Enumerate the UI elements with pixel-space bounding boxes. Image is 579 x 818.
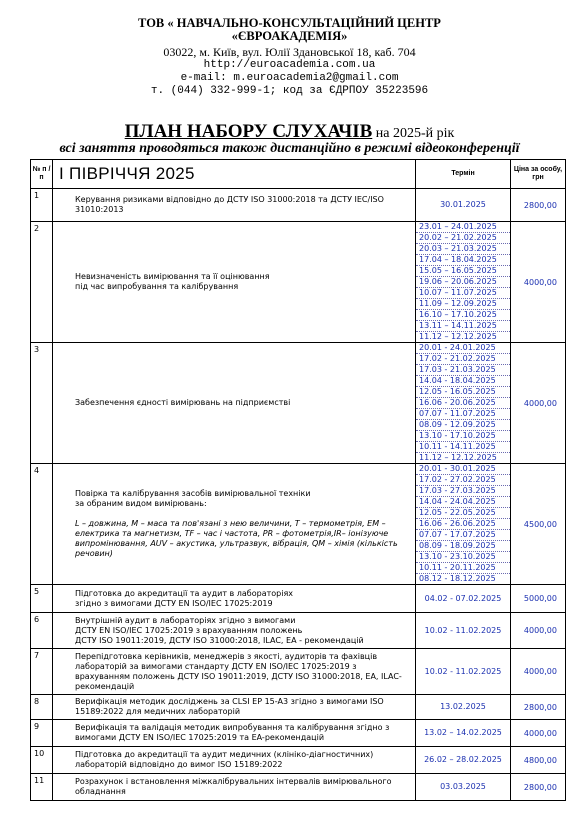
table-row (31, 695, 566, 720)
course-name (53, 695, 416, 720)
course-dates: 30.01.2025 (416, 189, 511, 222)
course-dates: 26.02 – 28.02.2025 (416, 747, 511, 774)
row-number: 5 (31, 585, 53, 613)
course-price: 4000,00 (511, 343, 566, 464)
course-title: Підготовка до акредитації та аудит медичних (клініко-діагностичних) лабораторій відповідно до вимог ISO 15189:2022 (75, 750, 374, 769)
date-range: 08.12 - 18.12.2025 (419, 574, 496, 583)
date-range: 11.12 – 12.12.2025 (419, 453, 497, 462)
date-range: 08.09 - 12.09.2025 (416, 420, 510, 431)
table-header-row (31, 160, 566, 189)
date-range: 13.11 – 14.11.2025 (416, 321, 510, 332)
course-name (53, 720, 416, 747)
date-range: 17.03 - 27.03.2025 (416, 486, 510, 497)
org-name (0, 17, 579, 43)
course-price: 4500,00 (511, 464, 566, 585)
row-number: 7 (31, 649, 53, 695)
org-website[interactable]: http://euroacademia.com.ua (203, 59, 376, 71)
date-range: 17.02 - 21.02.2025 (416, 354, 510, 365)
table-row (31, 189, 566, 222)
table-row (31, 222, 566, 343)
course-price: 4000,00 (511, 222, 566, 343)
row-number: 8 (31, 695, 53, 720)
date-range: 12.05 - 16.05.2025 (416, 387, 510, 398)
date-range: 16.10 – 17.10.2025 (416, 310, 510, 321)
plan-title-year: на 2025-й рік (372, 126, 455, 141)
date-range: 16.06 - 26.06.2025 (416, 519, 510, 530)
course-title: Невизначеність вимірювання та її оцінювання під час випробування та калібрування (75, 272, 270, 291)
col-num-header: № п /п (31, 160, 53, 189)
course-title: Підготовка до акредитації та аудит в лабораторіях згідно з вимогами ДСТУ EN ISO/IEC 17025:2019 (75, 588, 294, 608)
date-range: 11.12 – 12.12.2025 (419, 332, 497, 341)
date-range: 08.09 - 18.09.2025 (416, 541, 510, 552)
date-range: 12.05 - 22.05.2025 (416, 508, 510, 519)
date-range: 07.07 - 11.07.2025 (416, 409, 510, 420)
course-price: 4000,00 (511, 613, 566, 649)
date-range: 14.04 - 18.04.2025 (416, 376, 510, 387)
course-price: 5000,00 (511, 585, 566, 613)
course-dates (416, 222, 511, 343)
course-price: 2800,00 (511, 695, 566, 720)
date-range: 20.01 - 24.01.2025 (416, 343, 510, 354)
row-number: 6 (31, 613, 53, 649)
date-range: 17.03 - 21.03.2025 (416, 365, 510, 376)
row-number: 1 (31, 189, 53, 222)
date-range: 20.01 - 30.01.2025 (416, 464, 510, 475)
date-range: 11.09 – 12.09.2025 (416, 299, 510, 310)
date-range: 16.06 - 20.06.2025 (416, 398, 510, 409)
course-price: 2800,00 (511, 774, 566, 801)
date-range: 15.05 – 16.05.2025 (416, 266, 510, 277)
course-price: 4800,00 (511, 747, 566, 774)
course-dates: 13.02 – 14.02.2025 (416, 720, 511, 747)
org-name-line2: «ЄВРОАКАДЕМІЯ» (231, 29, 348, 43)
table-row (31, 464, 566, 585)
col-semester-header: І ПІВРІЧЧЯ 2025 (53, 160, 416, 189)
table-row (31, 649, 566, 695)
course-name (53, 464, 416, 585)
course-name (53, 649, 416, 695)
row-number: 2 (31, 222, 53, 343)
org-name-line1: ТОВ « НАВЧАЛЬНО-КОНСУЛЬТАЦІЙНИЙ ЦЕНТР (138, 16, 441, 30)
col-term-header: Термін (416, 160, 511, 189)
date-range: 10.07 – 11.07.2025 (416, 288, 510, 299)
course-dates: 13.02.2025 (416, 695, 511, 720)
course-name (53, 613, 416, 649)
table-row (31, 613, 566, 649)
row-number: 3 (31, 343, 53, 464)
course-price: 4000,00 (511, 649, 566, 695)
date-range: 07.07 - 17.07.2025 (416, 530, 510, 541)
course-name (53, 189, 416, 222)
course-name (53, 774, 416, 801)
table-row (31, 774, 566, 801)
course-title: Верифікація та валідація методик випробування та калібрування згідно з вимогами ДСТУ EN ISO/IEC 17025:2019 та EA-рекомендацій (75, 723, 390, 742)
date-range: 10.11 - 14.11.2025 (416, 442, 510, 453)
course-title: Розрахунок і встановлення міжкалібрувальних інтервалів вимірювального обладнання (75, 777, 392, 796)
row-number: 9 (31, 720, 53, 747)
date-range: 20.02 – 21.02.2025 (416, 233, 510, 244)
course-dates (416, 343, 511, 464)
plan-subtitle: всі заняття проводяться також дистанційно в режимі відеоконференції (59, 141, 520, 156)
course-title: Керування ризиками відповідно до ДСТУ ISO 31000:2018 та ДСТУ IEC/ISO 31010:2013 (75, 195, 384, 214)
date-range: 17.02 - 27.02.2025 (416, 475, 510, 486)
course-title: Верифікація методик досліджень за CLSI EP 15-A3 згідно з вимогами ISO 15189:2022 для медичних лабораторій (75, 697, 384, 716)
date-range: 23.01 – 24.01.2025 (416, 222, 510, 233)
course-price: 4000,00 (511, 720, 566, 747)
course-title: Повірка та калібрування засобів вимірювальної техніки за обраним видом вимірювань: (75, 489, 311, 508)
org-contacts (0, 46, 579, 98)
org-phone: т. (044) 332-999-1; код за ЄДРПОУ 35223596 (150, 85, 429, 97)
date-range: 20.03 – 21.03.2025 (416, 244, 510, 255)
course-dates: 03.03.2025 (416, 774, 511, 801)
course-name (53, 585, 416, 613)
col-price-header: Ціна за особу, грн (511, 160, 566, 189)
course-title: Забезпечення єдності вимірювань на підприємстві (75, 398, 291, 407)
course-note: L – довжина, M – маса та пов'язані з нею величини, T – термометрія, EM – електрика та магнетизм, TF – час і частота, PR – фотометрія,IR– іонізуюче випромінювання, AUV – акустика, ультразвук, вібрація, QM – хімія (кількість речовин) (75, 519, 398, 558)
course-title: Внутрішній аудит в лабораторіях згідно з вимогами ДСТУ EN ISO/IEC 17025:2019 з врахуванням положень ДСТУ ISO 19011:2019, ДСТУ ISO 31000:2018, ILAC, EA - рекомендацій (75, 615, 364, 645)
course-price: 2800,00 (511, 189, 566, 222)
row-number: 10 (31, 747, 53, 774)
course-dates: 10.02 - 11.02.2025 (416, 613, 511, 649)
course-title: Перепідготовка керівників, менеджерів з якості, аудиторів та фахівців лабораторій за вимогами стандарту ДСТУ EN ISO/IEC 17025:2019 з врахуванням положень ДСТУ ISO 19011:2019, ДСТУ ISO 31000:2018, EA, ILAC-рекомендацій (75, 651, 402, 691)
table-row (31, 747, 566, 774)
date-range: 14.04 - 24.04.2025 (416, 497, 510, 508)
plan-title-main: ПЛАН НАБОРУ СЛУХАЧІВ (124, 121, 373, 142)
date-range: 19.06 – 20.06.2025 (416, 277, 510, 288)
table-row (31, 343, 566, 464)
date-range: 13.10 - 23.10.2025 (416, 552, 510, 563)
date-range: 13.10 - 17.10.2025 (416, 431, 510, 442)
org-address: 03022, м. Київ, вул. Юлії Здановської 18, каб. 704 (163, 45, 416, 59)
course-dates: 04.02 - 07.02.2025 (416, 585, 511, 613)
course-name (53, 343, 416, 464)
date-range: 10.11 - 20.11.2025 (416, 563, 510, 574)
date-range: 17.04 – 18.04.2025 (416, 255, 510, 266)
row-number: 11 (31, 774, 53, 801)
course-dates: 10.02 - 11.02.2025 (416, 649, 511, 695)
course-name (53, 747, 416, 774)
course-name (53, 222, 416, 343)
org-email[interactable]: e-mail: m.euroacademia2@gmail.com (180, 72, 399, 84)
table-row (31, 585, 566, 613)
row-number: 4 (31, 464, 53, 585)
table-row (31, 720, 566, 747)
courses-table (30, 159, 566, 801)
course-dates (416, 464, 511, 585)
